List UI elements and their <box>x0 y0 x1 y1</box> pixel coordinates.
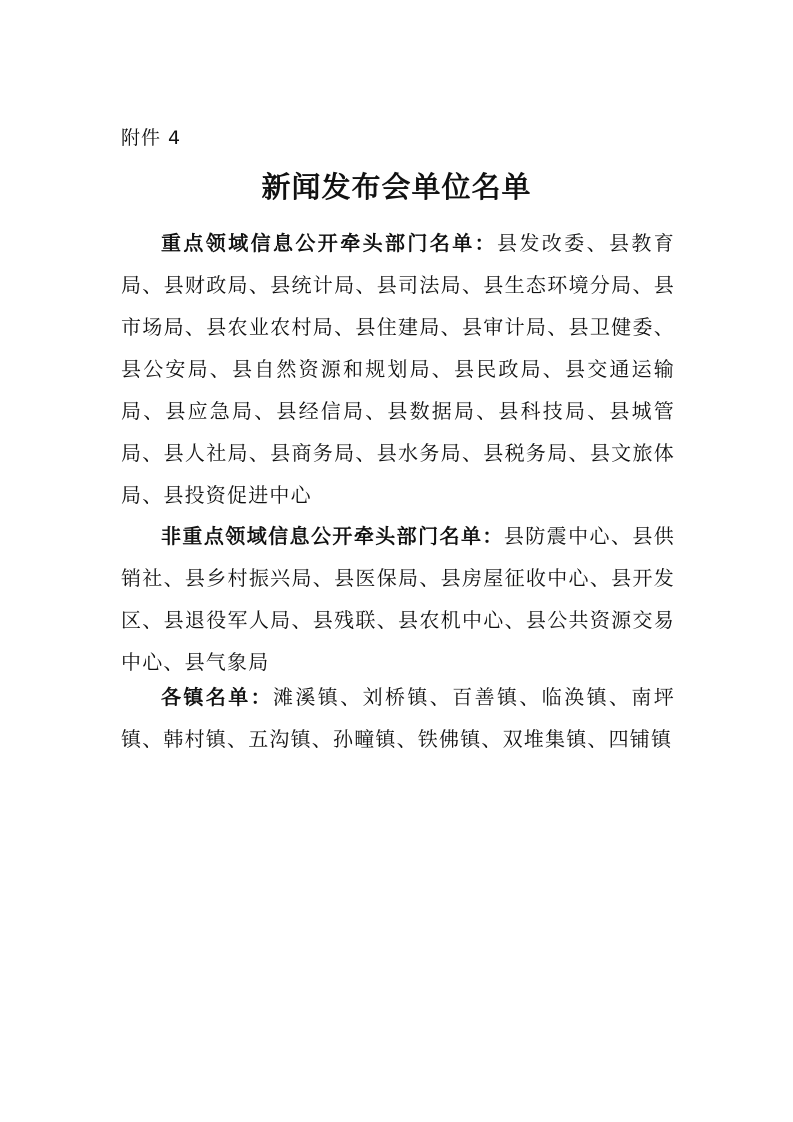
key-areas-label: 重点领域信息公开牵头部门名单： <box>161 231 497 255</box>
towns-label: 各镇名单： <box>161 685 273 709</box>
non-key-areas-label: 非重点领域信息公开牵头部门名单： <box>161 524 504 548</box>
towns-section <box>121 676 675 760</box>
key-areas-section <box>121 222 675 516</box>
non-key-areas-content: 县防震中心、县供销社、县乡村振兴局、县医保局、县房屋征收中心、县开发区、县退役军人局、县残联、县农机中心、县公共资源交易中心、县气象局 <box>121 524 675 674</box>
non-key-areas-section <box>121 515 675 683</box>
attachment-label: 附件 4 <box>121 127 182 149</box>
towns-content: 滩溪镇、刘桥镇、百善镇、临涣镇、南坪镇、韩村镇、五沟镇、孙疃镇、铁佛镇、双堆集镇、四铺镇 <box>121 685 675 751</box>
key-areas-content: 县发改委、县教育局、县财政局、县统计局、县司法局、县生态环境分局、县市场局、县农业农村局、县住建局、县审计局、县卫健委、县公安局、县自然资源和规划局、县民政局、县交通运输局、县应急局、县经信局、县数据局、县科技局、县城管局、县人社局、县商务局、县水务局、县税务局、县文旅体局、县投资促进中心 <box>121 231 675 507</box>
page-title: 新闻发布会单位名单 <box>261 170 532 204</box>
